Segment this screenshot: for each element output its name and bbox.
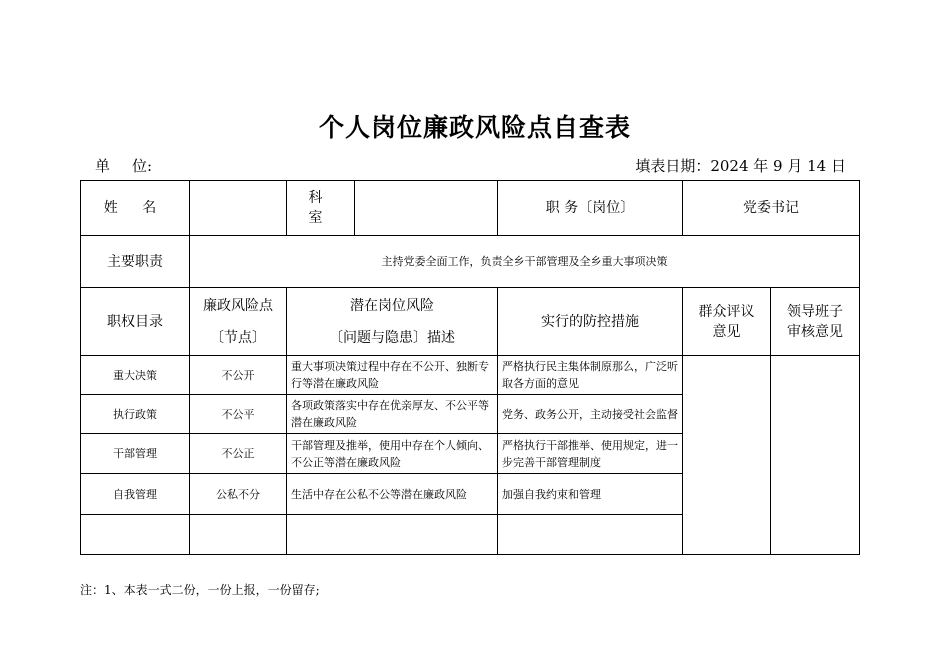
unit-label-2: 位: [132, 157, 153, 175]
measure-cell: 党务、政务公开，主动接受社会监督 [498, 395, 683, 434]
risk-cell: 不公平 [190, 395, 287, 434]
footnote: 注：1、本表一式二份，一份上报，一份留存; [80, 583, 320, 597]
measure-cell: 加强自我约束和管理 [498, 474, 683, 515]
empty-cell[interactable] [498, 515, 683, 555]
name-label-cell [81, 181, 190, 236]
dept-label-cell [287, 181, 355, 236]
power-cell: 自我管理 [81, 474, 190, 515]
page-title: 个人岗位廉政风险点自查表 [318, 113, 631, 142]
leader-review-cell[interactable] [771, 356, 860, 555]
col-measures [498, 288, 683, 356]
duty-label: 主要职责 [107, 253, 163, 270]
info-row [81, 181, 860, 236]
col-measures-label: 实行的防控措施 [541, 313, 639, 330]
duty-row [81, 236, 860, 288]
power-cell: 干部管理 [81, 434, 190, 474]
power-cell: 执行政策 [81, 395, 190, 434]
dept-value-cell[interactable] [355, 181, 498, 236]
col-leader [771, 288, 860, 356]
empty-cell[interactable] [81, 515, 190, 555]
col-power [81, 288, 190, 356]
name-label: 姓 名 [103, 200, 167, 216]
col-risk [190, 288, 287, 356]
desc-cell: 重大事项决策过程中存在不公开、独断专行等潜在廉政风险 [287, 356, 498, 395]
empty-cell[interactable] [190, 515, 287, 555]
power-cell: 重大决策 [81, 356, 190, 395]
unit-field [95, 155, 152, 176]
duty-label-cell [81, 236, 190, 288]
dept-label: 科 室 [308, 190, 333, 226]
name-value-cell[interactable] [190, 181, 287, 236]
col-power-label: 职权目录 [107, 313, 163, 330]
col-public-label-2: 意见 [712, 323, 741, 340]
self-check-table [80, 180, 860, 555]
col-desc [287, 288, 498, 356]
col-risk-label-1: 廉政风险点 [203, 297, 273, 314]
duty-value: 主持党委全面工作，负责全乡干部管理及全乡重大事项决策 [381, 255, 668, 268]
col-public-label-1: 群众评议 [698, 303, 755, 320]
col-public [683, 288, 771, 356]
public-opinion-cell[interactable] [683, 356, 771, 555]
table-row [81, 356, 860, 395]
empty-cell[interactable] [287, 515, 498, 555]
desc-cell: 生活中存在公私不公等潜在廉政风险 [287, 474, 498, 515]
desc-cell: 各项政策落实中存在优亲厚友、不公平等潜在廉政风险 [287, 395, 498, 434]
col-risk-label-2: 〔节点〕 [210, 329, 266, 346]
position-value-cell [683, 181, 860, 236]
col-desc-label-2: 〔问题与隐患〕描述 [329, 329, 455, 346]
position-label: 职 务〔岗位〕 [545, 200, 635, 216]
duty-value-cell [190, 236, 860, 288]
position-value: 党委书记 [743, 200, 800, 216]
col-leader-label-1: 领导班子 [787, 303, 844, 320]
unit-label: 单 [95, 157, 111, 175]
risk-cell: 不公开 [190, 356, 287, 395]
column-header-row [81, 288, 860, 356]
risk-cell: 不公正 [190, 434, 287, 474]
position-label-cell [498, 181, 683, 236]
risk-cell: 公私不分 [190, 474, 287, 515]
col-desc-label-1: 潜在岗位风险 [350, 297, 434, 314]
fill-date: 填表日期：2024 年 9 月 14 日 [635, 157, 846, 175]
measure-cell: 严格执行干部推举、使用规定，进一步完善干部管理制度 [498, 434, 683, 474]
measure-cell: 严格执行民主集体制原那么，广泛听取各方面的意见 [498, 356, 683, 395]
desc-cell: 干部管理及推举，使用中存在个人倾向、不公正等潜在廉政风险 [287, 434, 498, 474]
col-leader-label-2: 审核意见 [787, 323, 844, 340]
